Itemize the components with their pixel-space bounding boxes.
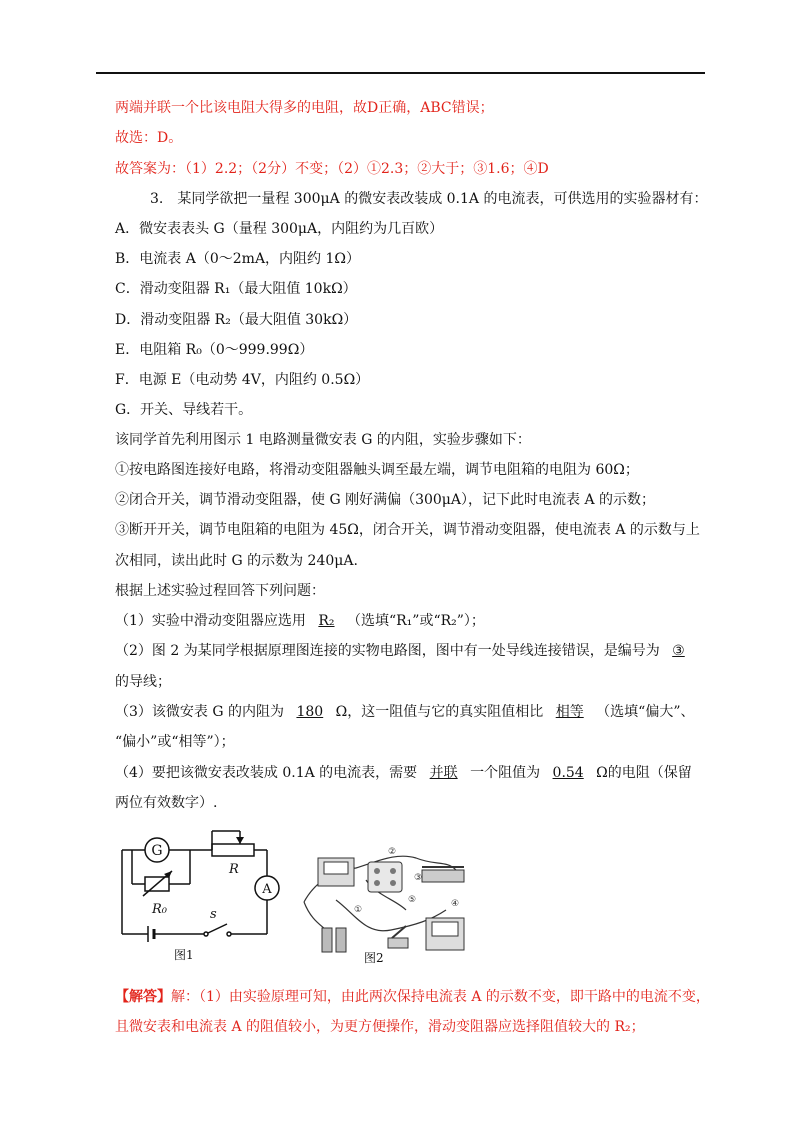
q2-tail: 的导线；: [115, 674, 171, 690]
label-R0: R₀: [152, 902, 167, 917]
option-f: F．电源 E（电动势 4V，内阻约 0.5Ω）: [115, 372, 370, 388]
option-d: D．滑动变阻器 R₂（最大阻值 30kΩ）: [115, 312, 358, 328]
header-rule: [96, 72, 705, 74]
q4-line: [115, 764, 692, 782]
step-3-cont: 次相同，读出此时 G 的示数为 240μA.: [115, 553, 358, 569]
rheostat-device: [422, 867, 464, 882]
wire-label-5: ⑤: [408, 895, 417, 905]
q3-answer-compare: 相等: [555, 704, 584, 720]
q3-mid: Ω，这一阻值与它的真实阻值相比: [335, 704, 544, 720]
q4-answer-value: 0.54: [552, 765, 584, 781]
label-s: s: [210, 907, 217, 922]
solution-text1: 解：（1）由实验原理可知，由此两次保持电流表 A 的示数不变，即干路中的电流不变，: [171, 989, 710, 1005]
galvanometer-device: [426, 918, 464, 950]
label-R: R: [229, 862, 239, 877]
q4-mid: 一个阻值为: [470, 765, 541, 781]
wire-label-2: ②: [388, 847, 397, 857]
q3-answer-resistance: 180: [296, 704, 324, 720]
q2-text: （2）图 2 为某同学根据原理图连接的实物电路图，图中有一处导线连接错误，是编号为: [115, 643, 660, 659]
step-3: ③断开开关，调节电阻箱的电阻为 45Ω，闭合开关，调节滑动变阻器，使电流表 A 的示数与上: [115, 522, 700, 538]
ask-line: 根据上述实验过程回答下列问题：: [115, 583, 325, 599]
q3-text: （3）该微安表 G 的内阻为: [115, 704, 284, 720]
step-2: ②闭合开关，调节滑动变阻器，使 G 刚好满偏（300μA），记下此时电流表 A 的示数；: [115, 492, 656, 508]
rheostat-symbol: [212, 844, 254, 856]
question-stem: 3. 某同学欲把一量程 300μA 的微安表改装成 0.1A 的电流表，可供选用的实验器材有：: [150, 191, 708, 207]
q3-tail: （选填“偏大”、: [596, 704, 695, 720]
experiment-intro: 该同学首先利用图示 1 电路测量微安表 G 的内阻，实验步骤如下：: [115, 432, 531, 448]
prev-answer-line: 故答案为：（1）2.2；（2分）不变；（2）①2.3；②大于；③1.6；④D: [115, 161, 549, 177]
q2-answer: ③: [672, 643, 685, 659]
wire-label-3: ③: [414, 873, 423, 883]
q3-tail-line: “偏小”或“相等”）；: [115, 734, 235, 750]
option-g: G．开关、导线若干。: [115, 402, 253, 418]
resistance-box-device: [368, 862, 402, 892]
q2-line: [115, 642, 693, 660]
wire-label-4: ④: [451, 899, 460, 909]
fig1-caption: 图1: [174, 948, 194, 962]
q1-line: [115, 612, 485, 630]
option-e: E．电阻箱 R₀（0～999.99Ω）: [115, 342, 314, 358]
label-A: A: [262, 882, 272, 897]
step-1: ①按电路图连接好电路，将滑动变阻器触头调至最左端，调节电阻箱的电阻为 60Ω；: [115, 462, 639, 478]
q1-answer: R₂: [318, 613, 335, 629]
wire-label-1: ①: [354, 905, 363, 915]
q1-text: （1）实验中滑动变阻器应选用: [115, 613, 306, 629]
q4-answer-connection: 并联: [429, 765, 458, 781]
option-a: A．微安表表头 G（量程 300μA，内阻约为几百欧）: [115, 221, 444, 237]
option-b: B．电流表 A（0～2mA，内阻约 1Ω）: [115, 251, 361, 267]
fig2-caption: 图2: [364, 951, 384, 965]
battery-device: [322, 928, 346, 952]
ammeter-device: [318, 858, 354, 886]
solution-tag: 【解答】: [115, 989, 171, 1005]
prev-solution-line2: 故选：D。: [115, 130, 183, 146]
wiring-photo-fig2: [296, 840, 472, 968]
q4-tail-line: 两位有效数字）.: [115, 795, 218, 811]
switch-device: [388, 926, 408, 948]
q1-tail: （选填“R₁”或“R₂”）；: [346, 613, 485, 629]
prev-solution-line1: 两端并联一个比该电阻大得多的电阻，故D正确，ABC错误；: [115, 100, 494, 116]
label-G: G: [151, 843, 163, 859]
q4-tail: Ω的电阻（保留: [596, 765, 692, 781]
solution-line1: [115, 988, 710, 1006]
q3-line: [115, 703, 694, 721]
circuit-diagram-fig1: [112, 826, 292, 968]
q4-text: （4）要把该微安表改装成 0.1A 的电流表，需要: [115, 765, 418, 781]
solution-line2: 且微安表和电流表 A 的阻值较小，为更方便操作，滑动变阻器应选择阻值较大的 R₂；: [115, 1019, 645, 1035]
option-c: C．滑动变阻器 R₁（最大阻值 10kΩ）: [115, 281, 357, 297]
